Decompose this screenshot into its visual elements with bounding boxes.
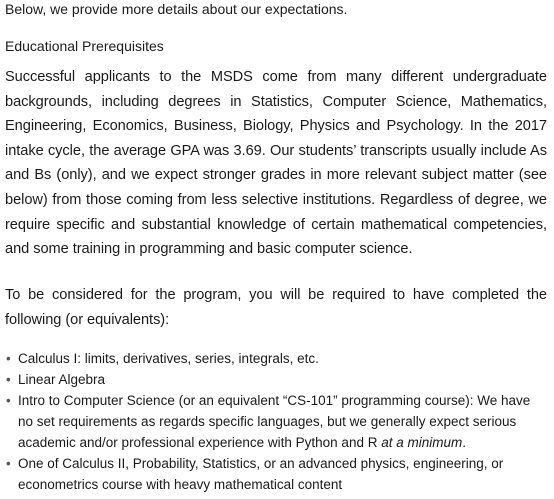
- requirement-item: [5, 348, 540, 369]
- prerequisites-paragraph: Successful applicants to the MSDS come from many different undergraduate backgrounds, including degrees in Statistics, Computer Science, Mathematics, Engineering, Economics, Business, Biology, Physics and Psychology. In the 2017 intake cycle, the average GPA was 3.69. Our students’ transcripts usually include As and Bs (only), and we expect stronger grades in more relevant subject matter (see below) from those coming from less selective institutions. Regardless of degree, we require specific and substantial knowledge of certain mathematical competencies, and some training in programming and basic computer science.: [5, 69, 547, 258]
- requirement-item: [5, 453, 540, 495]
- requirement-text: One of Calculus II, Probability, Statistics, or an advanced physics, engineering, or econometrics course with heavy mathematical content: [18, 456, 504, 492]
- requirement-item: [5, 369, 540, 390]
- requirements-list: [5, 348, 540, 495]
- requirement-text: Calculus I: limits, derivatives, series, integrals, etc.: [18, 351, 319, 366]
- requirement-text: Intro to Computer Science (or an equivalent “CS-101” programming course): We have no set requirements as regards specific languages, but we generally expect serious academic and/or professional experience with Python and R: [18, 393, 531, 450]
- requirement-emphasis: at a minimum: [381, 435, 463, 450]
- bullet-icon: •: [6, 393, 11, 408]
- intro-text: Below, we provide more details about our expectations.: [5, 1, 348, 17]
- requirement-text: Linear Algebra: [18, 372, 106, 387]
- bullet-icon: •: [6, 372, 11, 387]
- requirement-item: [5, 390, 540, 453]
- bullet-icon: •: [6, 456, 11, 471]
- requirements-intro-paragraph: To be considered for the program, you will be required to have completed the following (or equivalents):: [5, 287, 547, 328]
- bullet-icon: •: [6, 351, 11, 366]
- section-heading: Educational Prerequisites: [5, 38, 164, 54]
- requirement-suffix: .: [462, 435, 467, 450]
